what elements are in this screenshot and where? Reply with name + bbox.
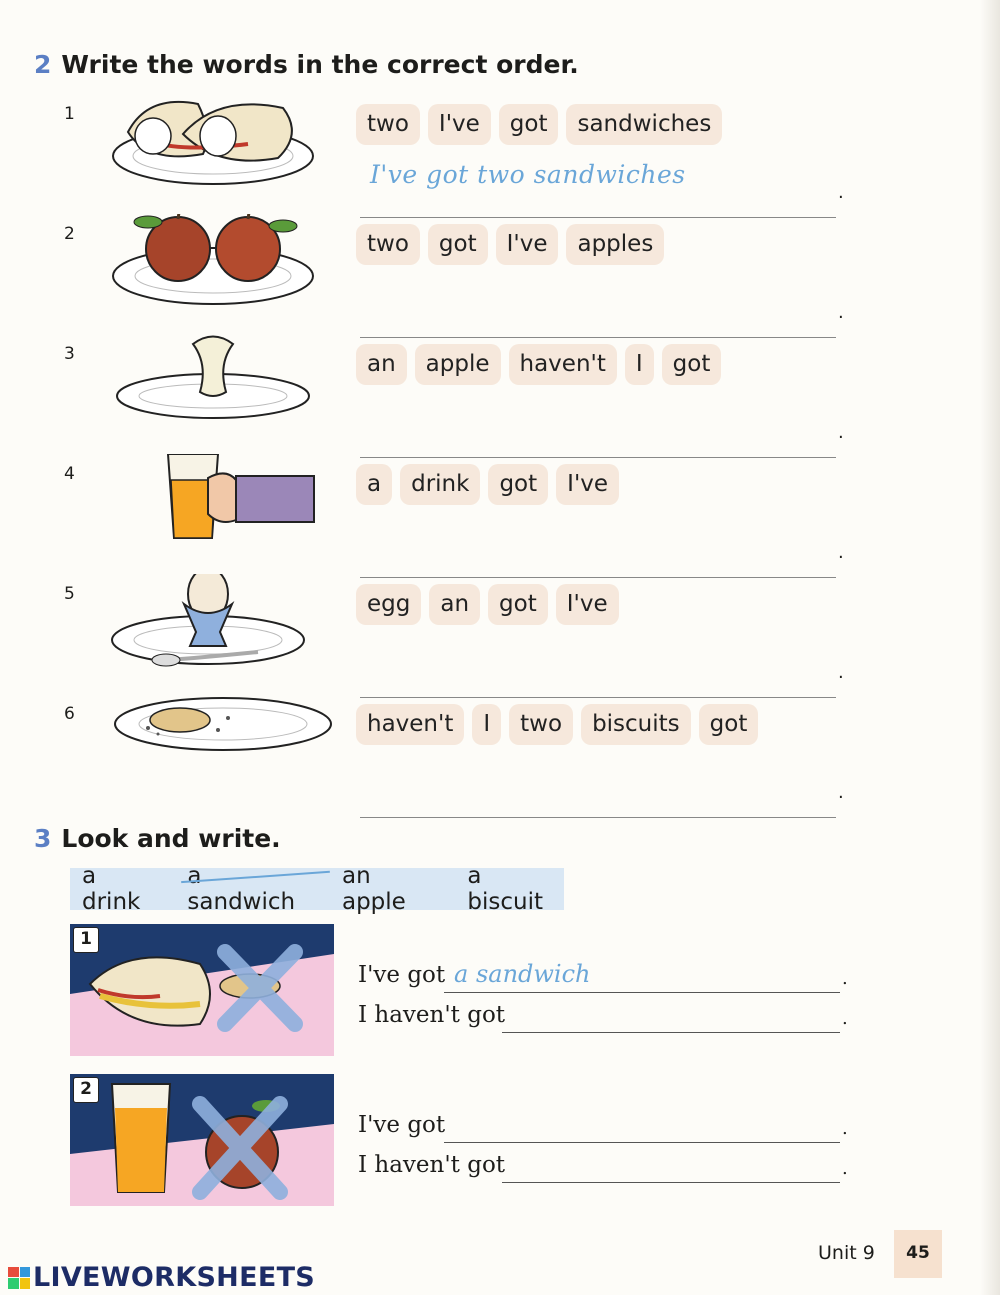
ive-got-row-1 (358, 962, 858, 998)
full-stop: . (838, 182, 844, 203)
answer-text[interactable]: I've got two sandwiches (370, 160, 686, 189)
word-chips (356, 344, 721, 385)
word-chip[interactable]: got (499, 104, 559, 145)
full-stop: . (842, 1118, 848, 1139)
word-chip[interactable]: I've (428, 104, 491, 145)
word-chip[interactable]: biscuits (581, 704, 691, 745)
section-3-number: 3 (34, 824, 52, 853)
word-bank-item: a drink (82, 863, 141, 915)
brand-logo-icon (8, 1267, 30, 1289)
sandwiches-on-plate-image (108, 94, 318, 204)
exercise-number: 4 (64, 464, 75, 484)
word-chip[interactable]: got (488, 464, 548, 505)
answer-line[interactable] (502, 1182, 840, 1183)
full-stop: . (842, 1008, 848, 1029)
unit-label: Unit 9 (818, 1242, 875, 1264)
answer-line[interactable] (502, 1032, 840, 1033)
word-chip[interactable]: got (428, 224, 488, 265)
full-stop: . (838, 302, 844, 323)
drink-photo-image (70, 1074, 334, 1206)
exercise-number: 1 (64, 104, 75, 124)
write-label: I haven't got (358, 1002, 506, 1028)
egg-in-cup-image (108, 574, 318, 684)
full-stop: . (842, 968, 848, 989)
exercise-number: 5 (64, 584, 75, 604)
full-stop: . (838, 662, 844, 683)
exercise-row-3 (60, 344, 860, 454)
word-bank (70, 863, 564, 915)
word-chip[interactable]: got (662, 344, 722, 385)
ive-got-row-2 (358, 1112, 858, 1148)
word-chip[interactable]: haven't (509, 344, 617, 385)
i-havent-got-row-1 (358, 1002, 858, 1038)
exercise-row-2 (60, 224, 860, 334)
section-2-heading (34, 50, 579, 79)
word-chip[interactable]: two (356, 104, 420, 145)
write-label: I've got (358, 962, 446, 988)
word-chip[interactable]: I've (556, 584, 619, 625)
word-chip[interactable]: drink (400, 464, 480, 505)
word-chips (356, 104, 722, 145)
word-bank-item-label: a sandwich (187, 863, 296, 915)
exercise-row-6 (60, 704, 860, 814)
answer-line[interactable] (360, 428, 836, 458)
full-stop: . (838, 782, 844, 803)
word-chip[interactable]: an (356, 344, 407, 385)
word-chip[interactable]: apples (566, 224, 664, 265)
answer-line[interactable] (444, 992, 840, 993)
word-chip[interactable]: I (625, 344, 654, 385)
section-2-instruction: Write the words in the correct order. (61, 50, 579, 79)
hand-holding-drink-image (108, 454, 318, 564)
word-chip[interactable]: two (509, 704, 573, 745)
sandwich-photo-image (70, 924, 334, 1056)
answer-line[interactable] (360, 668, 836, 698)
sandwich-and-crossed-biscuit-photo (70, 924, 334, 1056)
word-chips (356, 464, 619, 505)
exercise-number: 2 (64, 224, 75, 244)
photo-number: 2 (73, 1077, 99, 1103)
page-number: 45 (894, 1230, 942, 1278)
section-2-number: 2 (34, 50, 52, 79)
word-chip[interactable]: sandwiches (566, 104, 722, 145)
answer-text[interactable]: a sandwich (454, 960, 591, 988)
strikethrough-mark (182, 871, 330, 883)
drink-and-crossed-apple-photo (70, 1074, 334, 1206)
word-chip[interactable]: I've (496, 224, 559, 265)
apple-core-on-plate-image (108, 334, 318, 444)
liveworksheets-logo[interactable] (8, 1262, 315, 1293)
word-bank-item: a biscuit (467, 863, 543, 915)
word-chip[interactable]: haven't (356, 704, 464, 745)
answer-line[interactable] (360, 548, 836, 578)
word-bank-item-struck (187, 863, 316, 915)
exercise-row-4 (60, 464, 860, 574)
word-chips (356, 704, 758, 745)
full-stop: . (838, 422, 844, 443)
word-chip[interactable]: I've (556, 464, 619, 505)
word-chips (356, 224, 664, 265)
word-chips (356, 584, 619, 625)
answer-line[interactable] (360, 308, 836, 338)
apples-on-plate-image (108, 214, 318, 324)
answer-line[interactable] (360, 788, 836, 818)
word-chip[interactable]: egg (356, 584, 421, 625)
word-chip[interactable]: an (429, 584, 480, 625)
full-stop: . (838, 542, 844, 563)
word-chip[interactable]: got (699, 704, 759, 745)
word-chip[interactable]: a (356, 464, 392, 505)
exercise-number: 6 (64, 704, 75, 724)
word-bank-item: an apple (341, 863, 406, 915)
word-chip[interactable]: got (488, 584, 548, 625)
section-3-instruction: Look and write. (61, 824, 281, 853)
write-label: I've got (358, 1112, 446, 1138)
write-label: I haven't got (358, 1152, 506, 1178)
exercise-number: 3 (64, 344, 75, 364)
i-havent-got-row-2 (358, 1152, 858, 1188)
word-chip[interactable]: apple (415, 344, 501, 385)
exercise-row-5 (60, 584, 860, 694)
photo-number: 1 (73, 927, 99, 953)
biscuit-on-plate-image (108, 694, 338, 804)
brand-name: LIVEWORKSHEETS (33, 1262, 316, 1293)
section-3-heading (34, 824, 281, 853)
full-stop: . (842, 1158, 848, 1179)
exercise-row-1 (60, 104, 860, 214)
page-edge (980, 0, 1000, 1295)
word-chip[interactable]: two (356, 224, 420, 265)
answer-line[interactable] (360, 188, 836, 218)
answer-line[interactable] (444, 1142, 840, 1143)
word-chip[interactable]: I (472, 704, 501, 745)
